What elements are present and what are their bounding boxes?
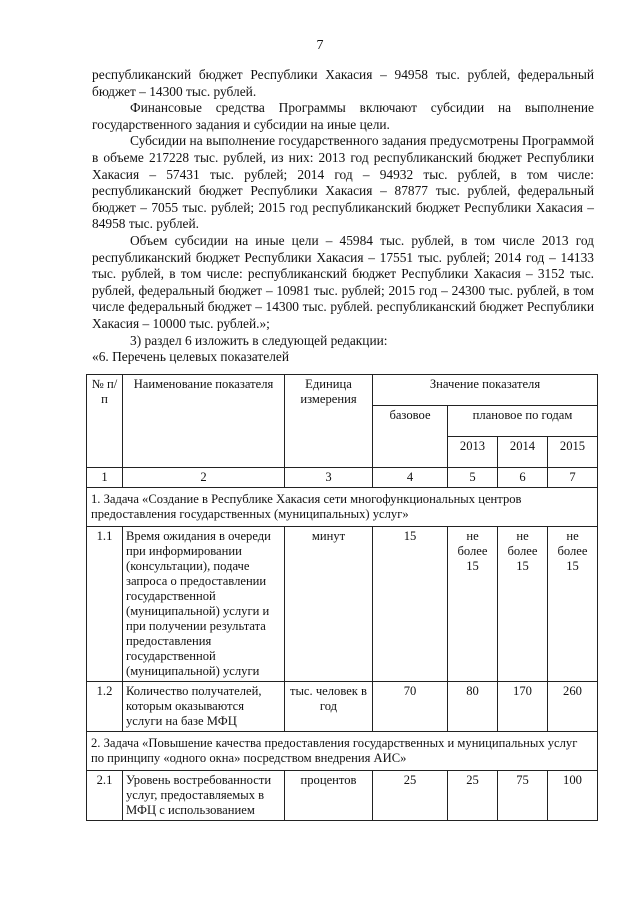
task-2-heading: 2. Задача «Повышение качества предоставления государственных и муниципальных услуг по принципу «одного окна» посредством внедрения АИС» xyxy=(87,732,598,771)
indicator-base: 15 xyxy=(373,527,448,682)
targets-table xyxy=(86,374,598,821)
indicator-unit: тыс. человек в год xyxy=(285,682,373,732)
paragraph-1: республиканский бюджет Республики Хакасия – 94958 тыс. рублей, федеральный бюджет – 14300 тыс. рублей. xyxy=(92,67,594,99)
table-row xyxy=(87,771,598,821)
table-row xyxy=(87,682,598,732)
indicator-name: Время ожидания в очереди при информировании (консультации), подаче запроса о предоставлении государственной (муниципальной) услуги и при получении результата предоставления государственной (муниципальной) услуги xyxy=(123,527,285,682)
col-number: 3 xyxy=(285,468,373,488)
indicator-2014: 75 xyxy=(498,771,548,821)
column-numbering-row xyxy=(87,468,598,488)
header-unit: Единица измерения xyxy=(285,375,373,468)
header-value: Значение показателя xyxy=(373,375,598,406)
col-number: 5 xyxy=(448,468,498,488)
col-number: 6 xyxy=(498,468,548,488)
paragraph-5: 3) раздел 6 изложить в следующей редакции: xyxy=(130,332,388,348)
task-row xyxy=(87,488,598,527)
indicator-2014: 170 xyxy=(498,682,548,732)
indicator-2015: не более 15 xyxy=(548,527,598,682)
indicator-2013: 25 xyxy=(448,771,498,821)
section-title: «6. Перечень целевых показателей xyxy=(92,349,289,365)
indicator-2013: не более 15 xyxy=(448,527,498,682)
indicator-name: Уровень востребованности услуг, предоставляемых в МФЦ с использованием xyxy=(123,771,285,821)
header-year-2015: 2015 xyxy=(548,437,598,468)
table-row xyxy=(87,527,598,682)
row-num: 1.2 xyxy=(87,682,123,732)
indicator-base: 70 xyxy=(373,682,448,732)
task-row xyxy=(87,732,598,771)
header-base: базовое xyxy=(373,406,448,468)
row-num: 2.1 xyxy=(87,771,123,821)
header-name: Наименование показателя xyxy=(123,375,285,468)
task-1-heading: 1. Задача «Создание в Республике Хакасия сети многофункциональных центров предоставления государственных (муниципальных) услуг» xyxy=(87,488,598,527)
paragraph-2: Финансовые средства Программы включают субсидии на выполнение государственного задания и субсидии на иные цели. xyxy=(92,100,594,132)
header-year-2014: 2014 xyxy=(498,437,548,468)
indicator-2015: 260 xyxy=(548,682,598,732)
indicator-2014: не более 15 xyxy=(498,527,548,682)
page-number: 7 xyxy=(316,38,324,53)
col-number: 2 xyxy=(123,468,285,488)
body-text xyxy=(92,67,594,366)
col-number: 1 xyxy=(87,468,123,488)
paragraph-3: Субсидии на выполнение государственного задания предусмотрены Программой в объеме 217228 тыс. рублей, из них: 2013 год республиканский бюджет Республики Хакасия – 57431 тыс. рублей; 2014 год – 94932 тыс. рублей, в том числе: республиканский бюджет Республики Хакасия – 87877 тыс. рублей, федеральный бюджет – 7055 тыс. рублей; 2015 год республиканский бюджет Республики Хакасия – 84958 тыс. рублей. xyxy=(92,133,594,232)
indicator-unit: процентов xyxy=(285,771,373,821)
col-number: 4 xyxy=(373,468,448,488)
table-header-row xyxy=(87,375,598,406)
indicator-base: 25 xyxy=(373,771,448,821)
row-num: 1.1 xyxy=(87,527,123,682)
indicator-name: Количество получателей, которым оказываются услуги на базе МФЦ xyxy=(123,682,285,732)
header-num: № п/п xyxy=(87,375,123,468)
indicator-unit: минут xyxy=(285,527,373,682)
paragraph-4: Объем субсидии на иные цели – 45984 тыс. рублей, в том числе 2013 год республиканский бюджет Республики Хакасия – 17551 тыс. рублей; 2014 год – 14133 тыс. рублей, в том числе: республиканский бюджет Республики Хакасия – 3152 тыс. рублей, федеральный бюджет – 10981 тыс. рублей; 2015 год – 24300 тыс. рублей, в том числе федеральный бюджет – 14300 тыс. рублей. республиканский бюджет Республики Хакасия – 10000 тыс. рублей.»; xyxy=(92,232,594,331)
header-planned: плановое по годам xyxy=(448,406,598,437)
header-year-2013: 2013 xyxy=(448,437,498,468)
indicator-2013: 80 xyxy=(448,682,498,732)
indicator-2015: 100 xyxy=(548,771,598,821)
col-number: 7 xyxy=(548,468,598,488)
